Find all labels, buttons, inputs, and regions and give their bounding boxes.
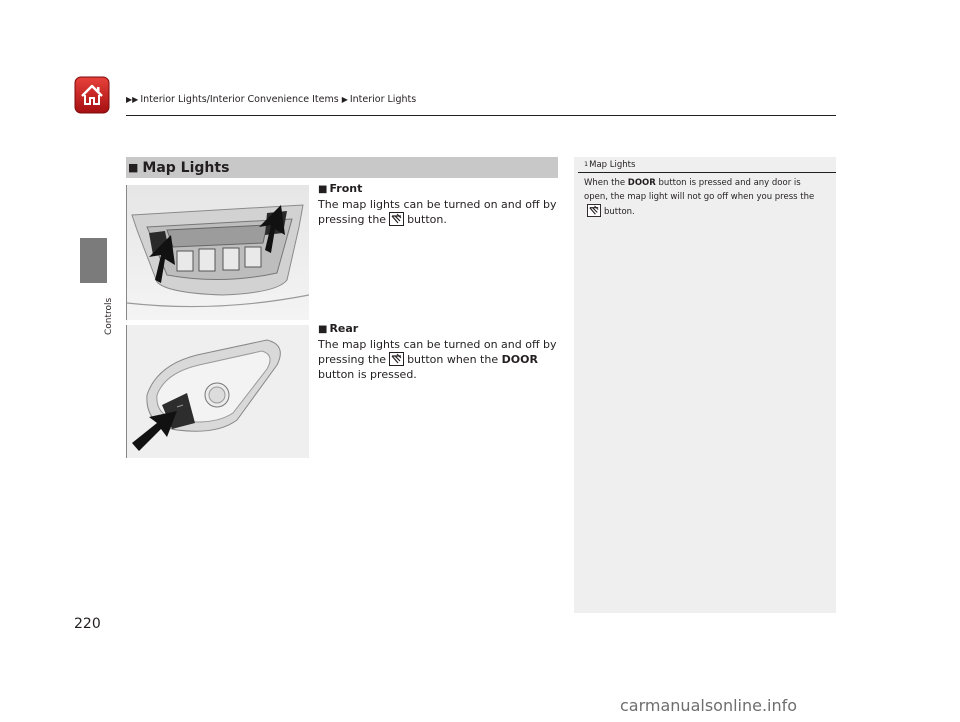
side-note-title (584, 160, 635, 170)
chapter-tab (80, 238, 107, 283)
breadcrumb-item[interactable]: Interior Lights/Interior Convenience Items (140, 94, 339, 105)
door-label: DOOR (627, 178, 656, 188)
rear-text-part: button when the (407, 353, 499, 366)
breadcrumb-arrow-icon: ▶ (341, 95, 348, 104)
bullet-icon: ■ (318, 184, 328, 195)
front-heading-label: Front (329, 182, 363, 195)
front-description (318, 197, 558, 227)
rear-light-image (126, 325, 309, 458)
rear-text-part: button is pressed. (318, 368, 417, 381)
chapter-label: Controls (104, 297, 114, 335)
breadcrumb (126, 94, 416, 105)
side-note-text-part: button is pressed and any door is open, the map light will not go off when you press the (584, 178, 815, 202)
front-console-image (126, 185, 309, 320)
rear-description (318, 337, 558, 382)
section-header (126, 157, 558, 178)
breadcrumb-arrow-icon: ▶▶ (126, 95, 139, 104)
front-text-part: The map lights can be turned on and off by pressing the (318, 198, 557, 226)
side-note-panel (574, 157, 836, 613)
door-label: DOOR (501, 353, 538, 366)
map-light-button-icon (587, 204, 601, 217)
side-note-text (584, 177, 824, 220)
watermark: carmanualsonline.info (620, 696, 798, 715)
front-text-part: button. (407, 213, 447, 226)
page-number: 220 (74, 616, 101, 632)
side-note-title-label: Map Lights (589, 160, 636, 170)
bullet-icon: ■ (318, 324, 328, 335)
rear-text-part: The map lights can be turned on and off by pressing the (318, 338, 557, 366)
map-light-button-icon (389, 352, 404, 366)
breadcrumb-item[interactable]: Interior Lights (349, 94, 417, 105)
side-note-number: 1 (584, 160, 589, 168)
rear-heading (318, 322, 358, 335)
front-heading (318, 182, 362, 195)
side-note-divider (578, 172, 836, 173)
side-note-text-part: button. (604, 207, 635, 217)
rear-heading-label: Rear (329, 322, 359, 335)
section-title: Map Lights (142, 159, 230, 176)
side-note-text-part: When the (584, 178, 626, 188)
map-light-button-icon (389, 212, 404, 226)
home-icon[interactable] (74, 76, 110, 114)
header-divider (126, 115, 836, 116)
bullet-icon: ■ (128, 161, 139, 174)
